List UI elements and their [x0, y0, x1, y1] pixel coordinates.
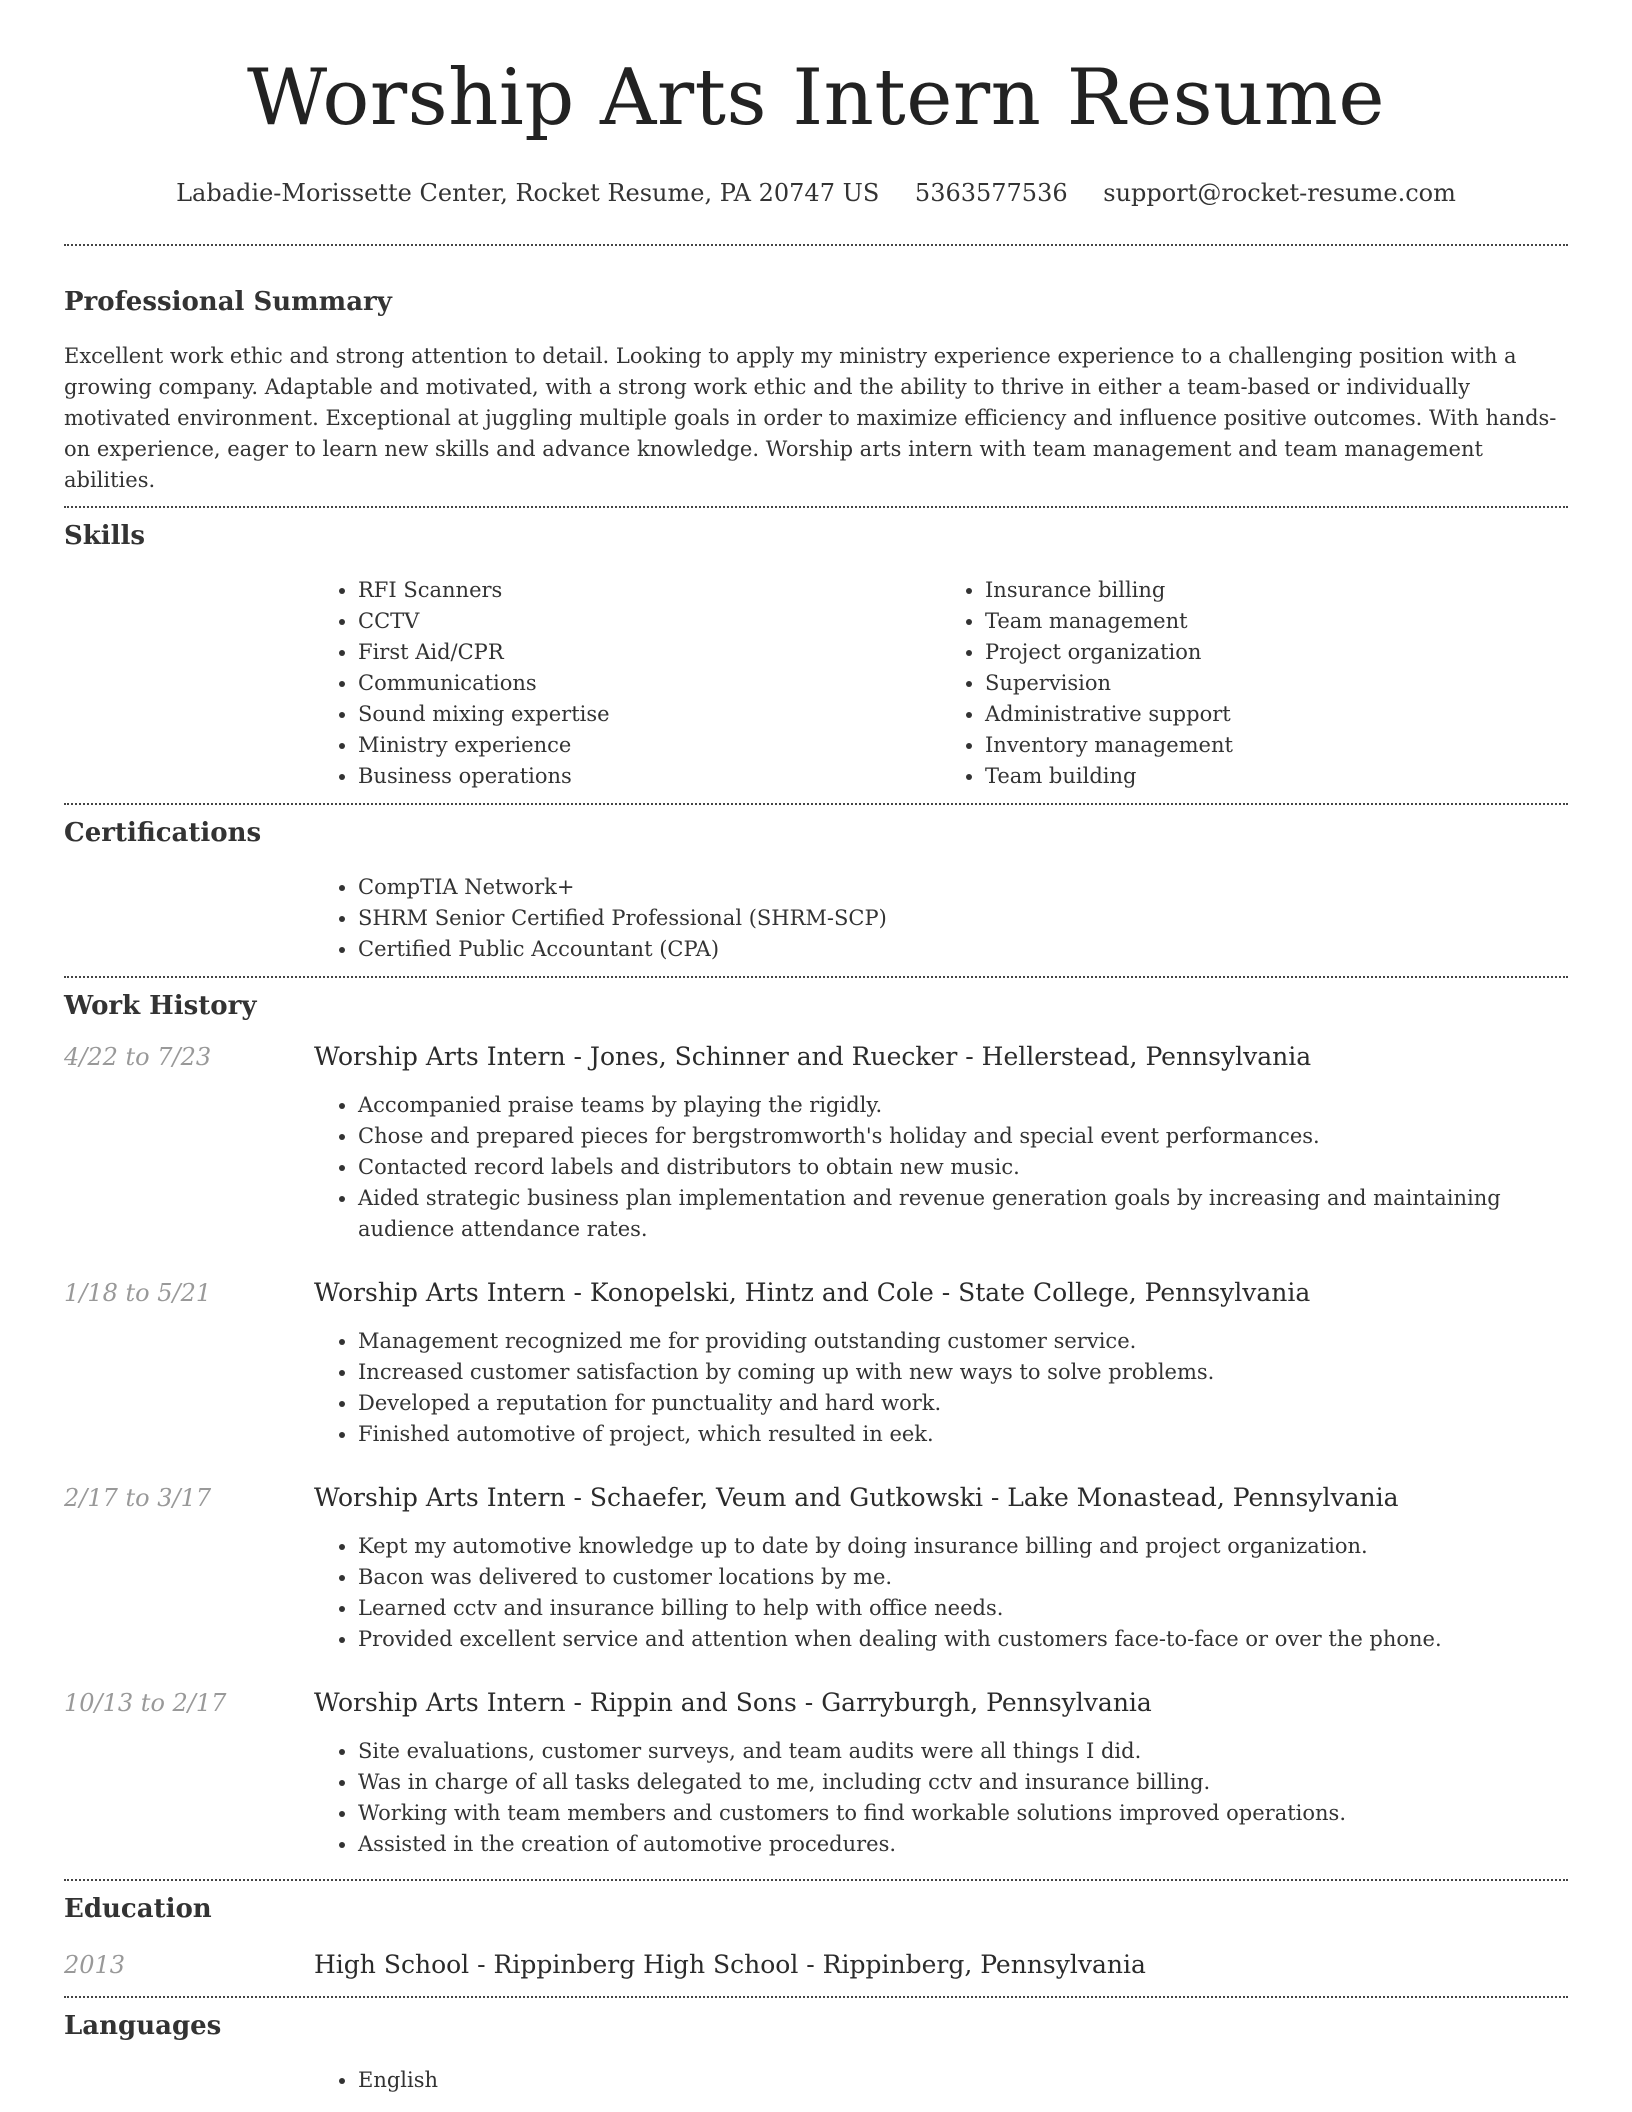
job-bullets: [314, 1736, 1568, 1860]
contact-line: [64, 178, 1568, 208]
language-item: • English: [358, 2065, 1568, 2096]
job-title: Worship Arts Intern - Jones, Schinner and Ruecker - Hellerstead, Pennsylvania: [314, 1042, 1312, 1071]
job-entry: [64, 1688, 1568, 1860]
summary-heading: Professional Summary: [64, 287, 392, 317]
summary-section: [64, 286, 1568, 496]
languages-heading: Languages: [64, 2011, 222, 2041]
job-title: Worship Arts Intern - Konopelski, Hintz and Cole - State College, Pennsylvania: [314, 1278, 1311, 1307]
job-bullet: • Accompanied praise teams by playing the rigidly.: [358, 1090, 1568, 1121]
resume-title: Worship Arts Intern Resume: [247, 53, 1385, 143]
skills-list-left: [314, 575, 941, 792]
job-bullets: [314, 1326, 1568, 1450]
skill-item: • Insurance billing: [985, 575, 1568, 606]
job-bullet: • Was in charge of all tasks delegated to me, including cctv and insurance billing.: [358, 1767, 1568, 1798]
divider: [64, 976, 1568, 978]
skill-item: • Supervision: [985, 668, 1568, 699]
skill-item: • Inventory management: [985, 730, 1568, 761]
education-title: High School - Rippinberg High School - Rippinberg, Pennsylvania: [314, 1950, 1146, 1979]
languages-list: [314, 2065, 1568, 2096]
skill-item: • Administrative support: [985, 699, 1568, 730]
contact-email: support@rocket-resume.com: [1103, 179, 1456, 207]
work-section: [64, 990, 1568, 1860]
skill-item: • Communications: [358, 668, 941, 699]
divider: [64, 1879, 1568, 1881]
education-date: 2013: [64, 1951, 126, 1979]
job-bullet: • Aided strategic business plan implementation and revenue generation goals by increasing and maintaining audience attendance rates.: [358, 1183, 1568, 1245]
job-bullet: • Developed a reputation for punctuality and hard work.: [358, 1388, 1568, 1419]
work-heading: Work History: [64, 991, 257, 1021]
divider: [64, 1996, 1568, 1998]
education-entry: [64, 1950, 1568, 1980]
education-heading: Education: [64, 1894, 212, 1924]
skill-item: • RFI Scanners: [358, 575, 941, 606]
skill-item: • CCTV: [358, 606, 941, 637]
job-bullets: [314, 1531, 1568, 1655]
job-bullet: • Site evaluations, customer surveys, and team audits were all things I did.: [358, 1736, 1568, 1767]
job-dates: 10/13 to 2/17: [64, 1689, 227, 1717]
job-bullet: • Management recognized me for providing outstanding customer service.: [358, 1326, 1568, 1357]
job-bullet: • Working with team members and customers to find workable solutions improved operations.: [358, 1798, 1568, 1829]
job-bullet: • Chose and prepared pieces for bergstromworth's holiday and special event performances.: [358, 1121, 1568, 1152]
skill-item: • Business operations: [358, 761, 941, 792]
divider: [64, 244, 1568, 246]
summary-text: Excellent work ethic and strong attention to detail. Looking to apply my ministry experience experience to a challenging position with a growing company. Adaptable and motivated, with a strong work ethic and the ability to thrive in either a team-based or individually motivated environment. Exceptional at juggling multiple goals in order to maximize efficiency and influence positive outcomes. With hands-on experience, eager to learn new skills and advance knowledge. Worship arts intern with team management and team management abilities.: [64, 344, 1557, 492]
skills-list-right: [941, 575, 1568, 792]
divider: [64, 803, 1568, 805]
job-bullet: • Learned cctv and insurance billing to help with office needs.: [358, 1593, 1568, 1624]
job-entry: [64, 1042, 1568, 1245]
job-bullet: • Increased customer satisfaction by coming up with new ways to solve problems.: [358, 1357, 1568, 1388]
skill-item: • Team management: [985, 606, 1568, 637]
certifications-list: [314, 872, 1568, 965]
languages-section: [64, 2010, 1568, 2096]
certification-item: • Certified Public Accountant (CPA): [358, 934, 1568, 965]
certifications-heading: Certifications: [64, 818, 262, 848]
contact-phone: 5363577536: [914, 179, 1068, 207]
skill-item: • Team building: [985, 761, 1568, 792]
skill-item: • Project organization: [985, 637, 1568, 668]
skill-item: • First Aid/CPR: [358, 637, 941, 668]
divider: [64, 506, 1568, 508]
job-bullet: • Contacted record labels and distributors to obtain new music.: [358, 1152, 1568, 1183]
skills-heading: Skills: [64, 521, 146, 551]
job-title: Worship Arts Intern - Rippin and Sons - Garryburgh, Pennsylvania: [314, 1688, 1152, 1717]
contact-address: Labadie-Morissette Center, Rocket Resume, PA 20747 US: [176, 179, 880, 207]
certification-item: • SHRM Senior Certified Professional (SHRM-SCP): [358, 903, 1568, 934]
job-dates: 2/17 to 3/17: [64, 1484, 212, 1512]
job-dates: 4/22 to 7/23: [64, 1043, 212, 1071]
job-bullet: • Provided excellent service and attention when dealing with customers face-to-face or over the phone.: [358, 1624, 1568, 1655]
job-entry: [64, 1278, 1568, 1450]
job-bullet: • Finished automotive of project, which resulted in eek.: [358, 1419, 1568, 1450]
skill-item: • Ministry experience: [358, 730, 941, 761]
skill-item: • Sound mixing expertise: [358, 699, 941, 730]
job-dates: 1/18 to 5/21: [64, 1279, 212, 1307]
certification-item: • CompTIA Network+: [358, 872, 1568, 903]
skills-section: [64, 520, 1568, 792]
job-bullet: • Assisted in the creation of automotive procedures.: [358, 1829, 1568, 1860]
job-entry: [64, 1483, 1568, 1655]
job-bullet: • Bacon was delivered to customer locations by me.: [358, 1562, 1568, 1593]
skills-columns: [314, 575, 1568, 792]
job-bullet: • Kept my automotive knowledge up to date by doing insurance billing and project organization.: [358, 1531, 1568, 1562]
job-bullets: [314, 1090, 1568, 1245]
education-section: [64, 1893, 1568, 1980]
certifications-section: [64, 817, 1568, 965]
job-title: Worship Arts Intern - Schaefer, Veum and Gutkowski - Lake Monastead, Pennsylvania: [314, 1483, 1399, 1512]
